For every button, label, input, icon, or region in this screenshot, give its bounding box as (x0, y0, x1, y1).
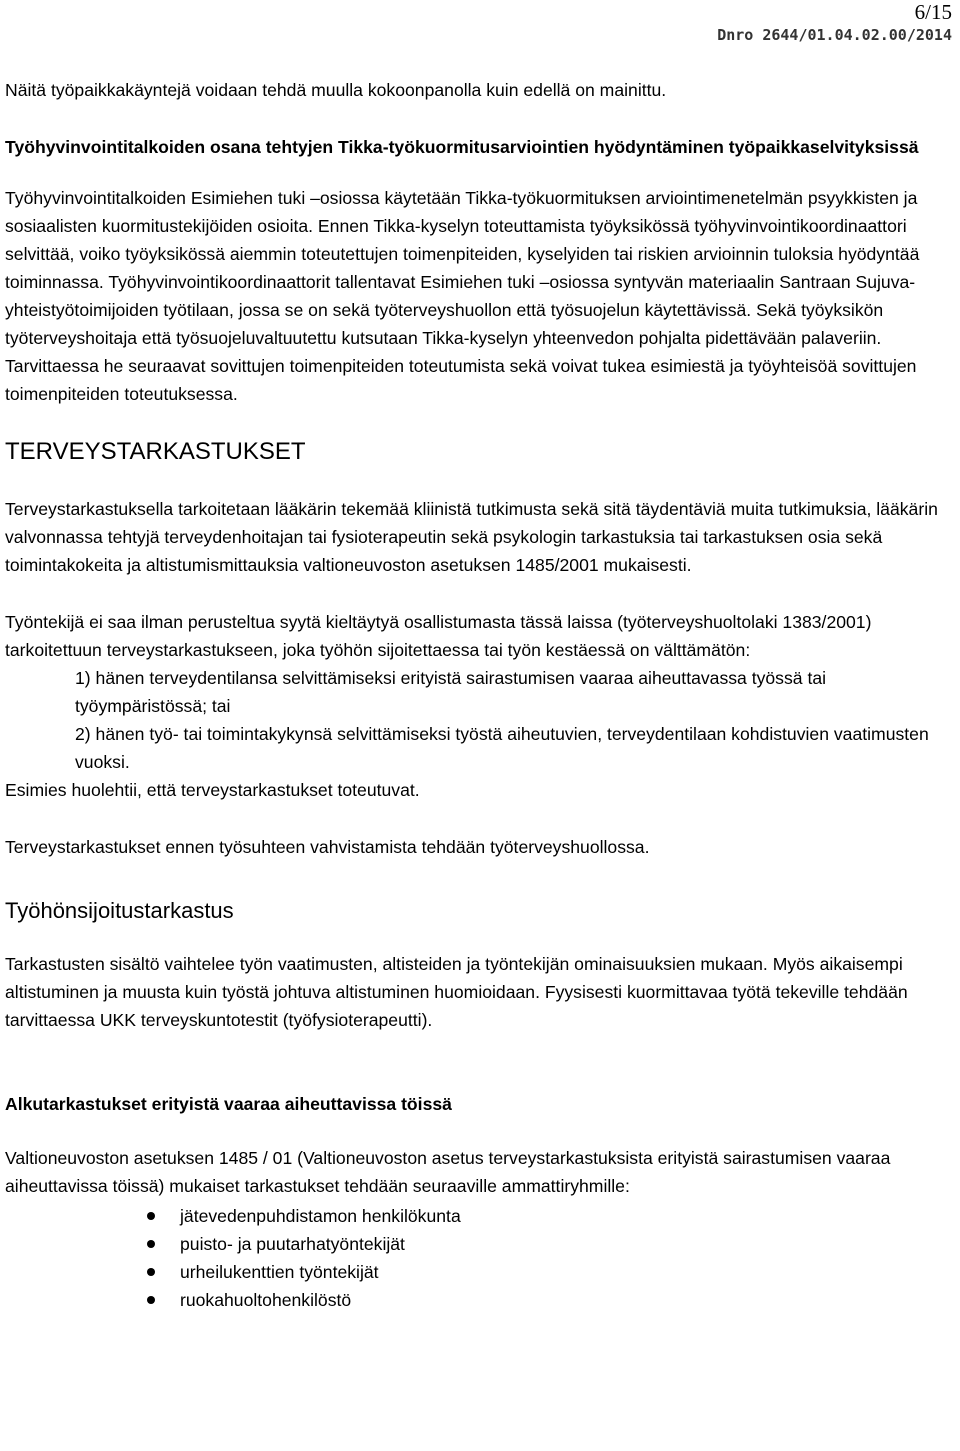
bullet-icon (147, 1296, 155, 1304)
list-item (180, 1230, 953, 1258)
document-body (5, 76, 953, 1314)
page-number: 6/15 (914, 0, 952, 24)
list-item (180, 1286, 953, 1314)
numbered-list (5, 664, 953, 776)
numbered-list-item: 1) hänen terveydentilansa selvittämiseksi erityistä sairastumisen vaaraa aiheuttavassa työssä tai työympäristössä; tai (75, 668, 827, 716)
list-item-label: ruokahuoltohenkilöstö (180, 1290, 352, 1310)
list-item (180, 1202, 953, 1230)
terveystarkastukset-paragraph-3: Esimies huolehtii, että terveystarkastukset toteutuvat. (5, 780, 420, 800)
bullet-icon (147, 1240, 155, 1248)
tikka-section-paragraph: Työhyvinvointitalkoiden Esimiehen tuki –osiossa käytetään Tikka-työkuormituksen arviointimenetelmän psyykkisten ja sosiaalisten kuormitustekijöiden osioita. Ennen Tikka-kyselyn toteuttamista työyksikössä työhyvinvointikoordinaattori selvittää, voiko työyksikössä aiemmin toteutettujen toimenpiteiden, kyselyiden tai riskien arvioinnin tuloksia hyödyntää toiminnassa. Työhyvinvointikoordinaattorit tallentavat Esimiehen tuki –osiossa syntyvän materiaalin Santraan Sujuva-yhteistyötoimijoiden työtilaan, jossa se on sekä työterveyshuollon että työsuojelun käytettävissä. Sekä työyksikön työterveyshoitaja että työsuojeluvaltuutettu kutsutaan Tikka-kyselyn yhteenvedon pohjalta pidettävään palaveriin. Tarvittaessa he seuraavat sovittujen toimenpiteiden toteutumista sekä voivat tukea esimiestä ja työyhteisöä sovittujen toimenpiteiden toteutuksessa. (5, 188, 920, 404)
list-item-label: puisto- ja puutarhatyöntekijät (180, 1234, 405, 1254)
tyohonsijoitus-heading: Työhönsijoitustarkastus (5, 898, 234, 923)
bullet-icon (147, 1212, 155, 1220)
alkutarkastukset-paragraph: Valtioneuvoston asetuksen 1485 / 01 (Valtioneuvoston asetus terveystarkastuksista erityistä sairastumisen vaaraa aiheuttavissa töissä) mukaiset tarkastukset tehdään seuraaville ammattiryhmille: (5, 1148, 891, 1196)
terveystarkastukset-heading: TERVEYSTARKASTUKSET (5, 438, 306, 465)
page-header (717, 0, 952, 44)
bullet-icon (147, 1268, 155, 1276)
tyohonsijoitus-paragraph: Tarkastusten sisältö vaihtelee työn vaatimusten, altisteiden ja työntekijän ominaisuuksien mukaan. Myös aikaisempi altistuminen ja muusta kuin työstä johtuva altistuminen huomioidaan. Fyysisesti kuormittavaa työtä tekeville tehdään tarvittaessa UKK terveyskuntotestit (työfysioterapeutti). (5, 954, 908, 1030)
list-item-label: urheilukenttien työntekijät (180, 1262, 379, 1282)
occupation-group-list (5, 1202, 953, 1314)
list-item (180, 1258, 953, 1286)
document-number: Dnro 2644/01.04.02.00/2014 (717, 26, 952, 44)
alkutarkastukset-heading: Alkutarkastukset erityistä vaaraa aiheuttavissa töissä (5, 1094, 452, 1114)
intro-paragraph: Näitä työpaikkakäyntejä voidaan tehdä muulla kokoonpanolla kuin edellä on mainittu. (5, 80, 667, 100)
terveystarkastukset-paragraph-4: Terveystarkastukset ennen työsuhteen vahvistamista tehdään työterveyshuollossa. (5, 837, 650, 857)
tikka-section-title: Työhyvinvointitalkoiden osana tehtyjen Tikka-työkuormitusarviointien hyödyntäminen työpaikkaselvityksissä (5, 137, 919, 157)
terveystarkastukset-paragraph-1: Terveystarkastuksella tarkoitetaan lääkärin tekemää kliinistä tutkimusta sekä sitä täydentäviä muita tutkimuksia, lääkärin valvonnassa tehtyjä terveydenhoitajan tai fysioterapeutin sekä psykologin tarkastuksia tai tarkastuksen osia sekä toimintakokeita ja altistumismittauksia valtioneuvoston asetuksen 1485/2001 mukaisesti. (5, 499, 938, 575)
numbered-list-item: 2) hänen työ- tai toimintakykynsä selvittämiseksi työstä aiheutuvien, terveydentilaan kohdistuvien vaatimusten vuoksi. (75, 724, 929, 772)
list-item-label: jätevedenpuhdistamon henkilökunta (180, 1206, 461, 1226)
terveystarkastukset-paragraph-2: Työntekijä ei saa ilman perusteltua syytä kieltäytyä osallistumasta tässä laissa (työterveyshuoltolaki 1383/2001) tarkoitettuun terveystarkastukseen, joka työhön sijoitettaessa tai työn kestäessä on välttämätön: (5, 612, 872, 660)
